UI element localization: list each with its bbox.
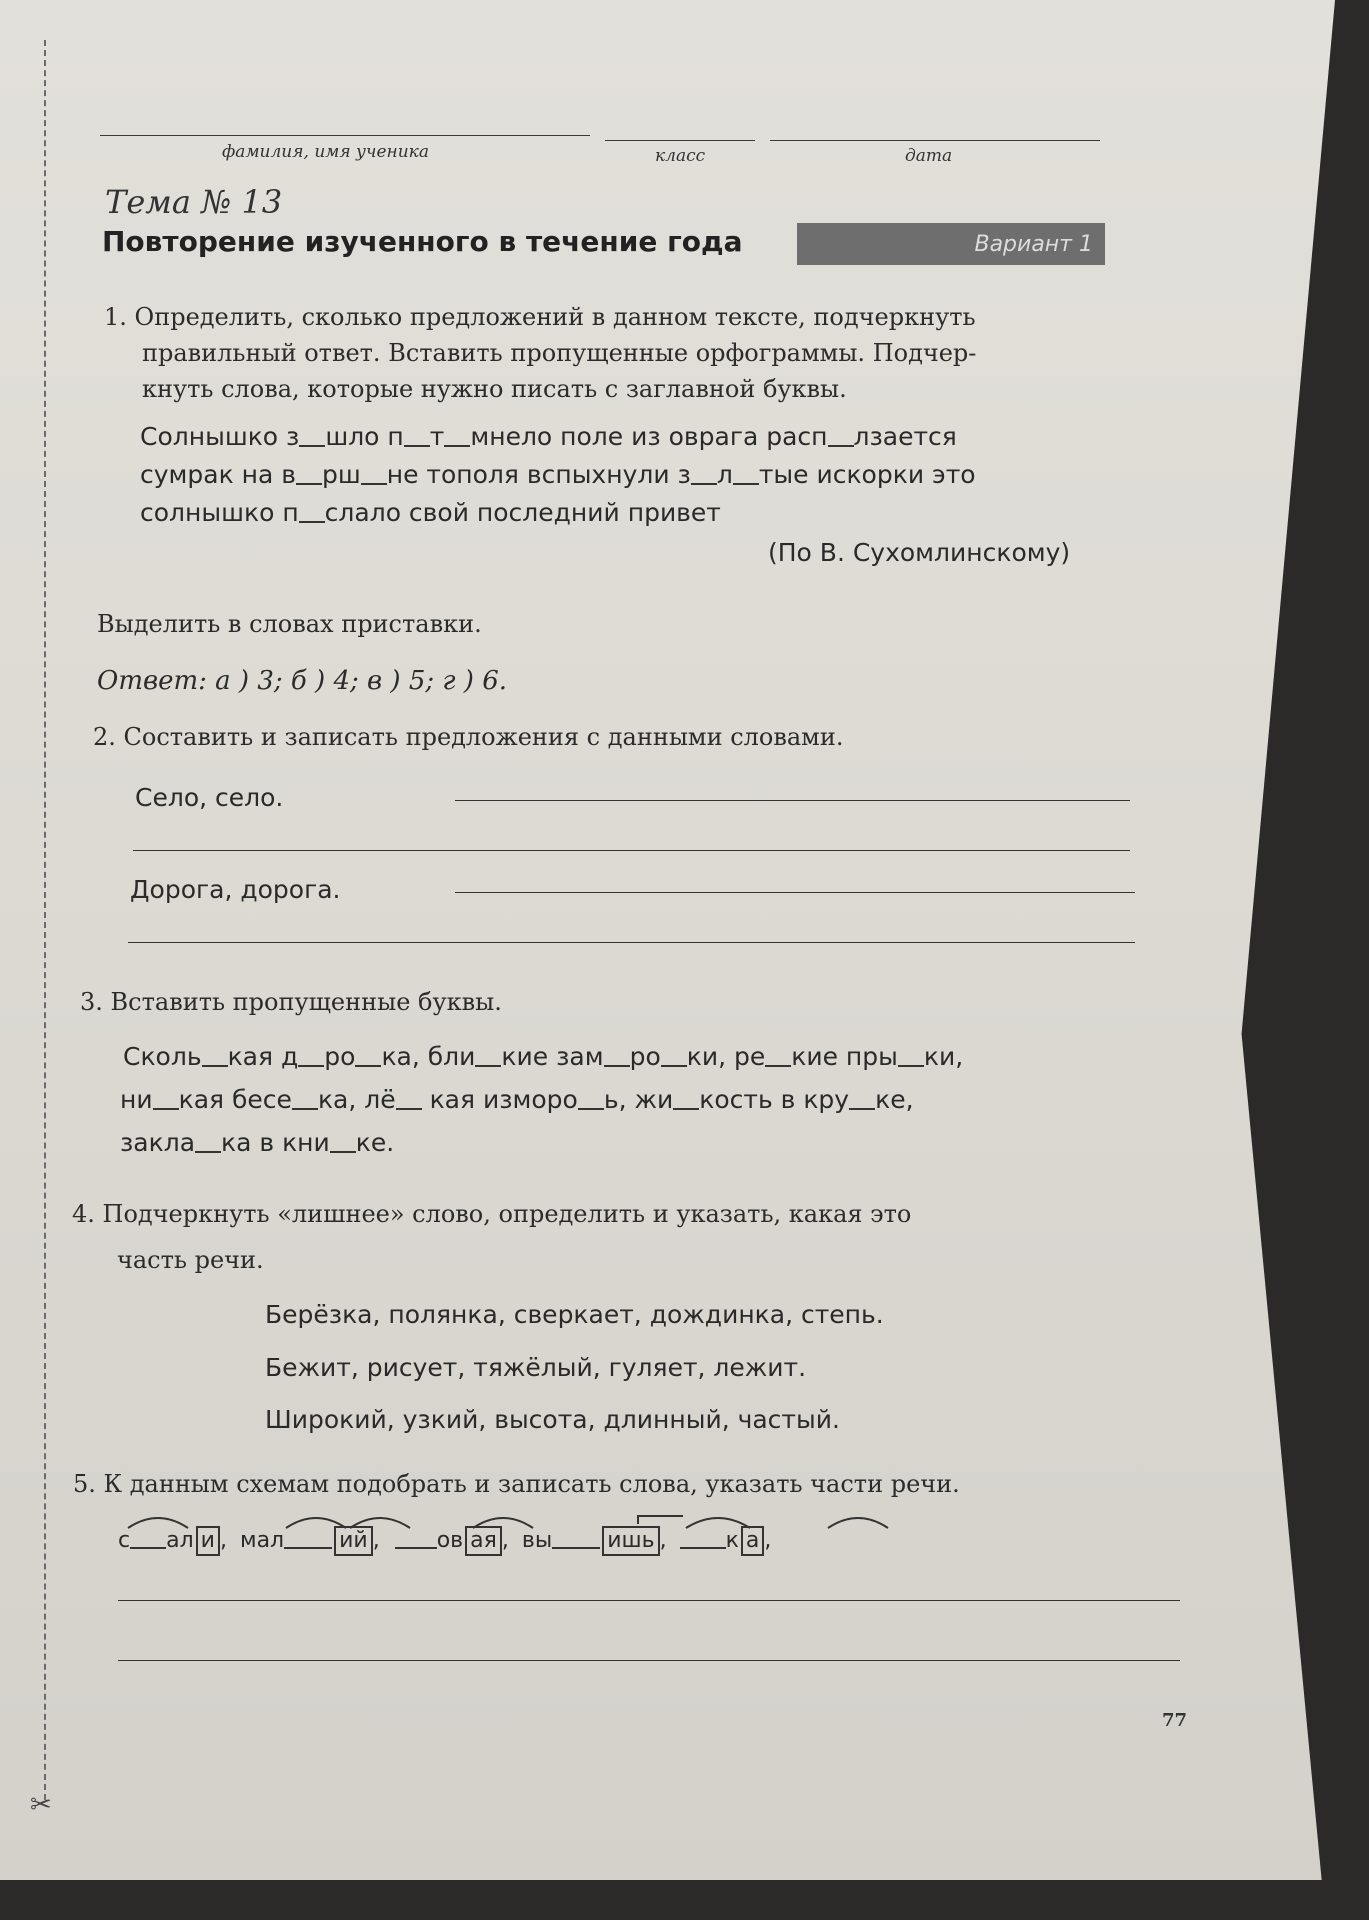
task4-row[interactable]: Широкий, узкий, высота, длинный, частый. — [265, 1405, 840, 1434]
morpheme-arcs — [118, 1506, 1078, 1536]
ending-box: ий — [334, 1526, 373, 1556]
scheme-item: с ал и , — [118, 1528, 227, 1553]
suffix-arc — [350, 1518, 410, 1528]
task4-prompt-line1: 4. Подчеркнуть «лишнее» слово, определить и указать, какая это — [72, 1200, 912, 1228]
task2-answer-line[interactable] — [133, 850, 1130, 851]
scheme-item: ов ая , — [395, 1528, 509, 1553]
blank[interactable] — [680, 1547, 726, 1549]
blank[interactable] — [661, 1065, 687, 1067]
date-label: дата — [905, 146, 953, 166]
task3-line1: Сколь кая д ро ка, бли кие зам ро ки, ре кие пры ки, — [123, 1042, 964, 1071]
blank[interactable] — [330, 1151, 356, 1153]
task5-answer-line[interactable] — [118, 1600, 1180, 1601]
root-arc — [473, 1518, 533, 1528]
blank[interactable] — [691, 483, 717, 485]
task2-prompt: 2. Составить и записать предложения с данными словами. — [93, 723, 844, 751]
page-number: 77 — [1162, 1710, 1188, 1731]
scheme-item: к а , — [680, 1528, 772, 1553]
student-name-label: фамилия, имя ученика — [222, 142, 429, 162]
variant-badge — [797, 223, 1105, 265]
prefix-mark — [638, 1516, 683, 1524]
variant-label: Вариант 1 — [974, 231, 1093, 257]
page-title: Повторение изученного в течение года — [102, 225, 743, 258]
blank[interactable] — [444, 445, 470, 447]
blank[interactable] — [298, 1065, 324, 1067]
blank[interactable] — [195, 1151, 221, 1153]
blank[interactable] — [733, 483, 759, 485]
blank[interactable] — [552, 1547, 600, 1549]
blank[interactable] — [355, 1065, 381, 1067]
blank[interactable] — [292, 1108, 318, 1110]
blank[interactable] — [361, 483, 387, 485]
task1-text-line3: солнышко п слало свой последний привет — [140, 498, 721, 527]
ending-box: ая — [465, 1526, 502, 1556]
task5-prompt: 5. К данным схемам подобрать и записать слова, указать части речи. — [73, 1470, 960, 1498]
root-arc — [286, 1518, 346, 1528]
blank[interactable] — [898, 1065, 924, 1067]
scheme-item: мал ий , — [240, 1528, 380, 1553]
task1-text-line2: сумрак на в рш не тополя вспыхнули з л тые искорки это — [140, 460, 976, 489]
task3-prompt: 3. Вставить пропущенные буквы. — [80, 988, 502, 1016]
blank[interactable] — [828, 445, 854, 447]
blank[interactable] — [404, 445, 430, 447]
task1-prompt-line2: правильный ответ. Вставить пропущенные орфограммы. Подчер- — [142, 339, 977, 367]
blank[interactable] — [202, 1065, 228, 1067]
class-label: класс — [655, 146, 706, 166]
class-line[interactable] — [605, 140, 755, 141]
blank[interactable] — [765, 1065, 791, 1067]
blank[interactable] — [673, 1108, 699, 1110]
blank[interactable] — [296, 483, 322, 485]
task3-line3: закла ка в кни ке. — [120, 1128, 395, 1157]
task1-text-line1: Солнышко з шло п т мнело поле из оврага расп лзается — [140, 422, 957, 451]
blank[interactable] — [395, 1547, 437, 1549]
root-arc — [828, 1518, 888, 1528]
task1-answer-options[interactable]: Ответ: а ) 3; б ) 4; в ) 5; г ) 6. — [97, 666, 508, 696]
task4-prompt-line2: часть речи. — [117, 1246, 264, 1274]
task1-prefix-instruction: Выделить в словах приставки. — [97, 610, 482, 638]
blank[interactable] — [153, 1108, 179, 1110]
task3-line2: ни кая бесе ка, лё кая изморо ь, жи кость в кру ке, — [120, 1085, 914, 1114]
task1-source: (По В. Сухомлинскому) — [768, 538, 1071, 567]
ending-box: и — [196, 1526, 220, 1556]
blank[interactable] — [475, 1065, 501, 1067]
blank[interactable] — [396, 1108, 422, 1110]
blank[interactable] — [578, 1108, 604, 1110]
ending-box: а — [741, 1526, 764, 1556]
task2-answer-line[interactable] — [455, 800, 1130, 801]
task2-word-pair2: Дорога, дорога. — [130, 875, 341, 904]
student-name-line[interactable] — [100, 135, 590, 136]
task2-answer-line[interactable] — [128, 942, 1135, 943]
task1-prompt-line1: 1. Определить, сколько предложений в данном тексте, подчеркнуть — [104, 303, 976, 331]
root-arc — [686, 1518, 750, 1528]
blank[interactable] — [299, 521, 325, 523]
blank[interactable] — [284, 1547, 332, 1549]
ending-box: ишь — [602, 1526, 659, 1556]
root-arc — [128, 1518, 188, 1528]
task2-word-pair1: Село, село. — [135, 783, 284, 812]
scheme-item: вы ишь , — [522, 1528, 667, 1553]
date-line[interactable] — [770, 140, 1100, 141]
task1-prompt-line3: кнуть слова, которые нужно писать с заглавной буквы. — [142, 375, 847, 403]
blank[interactable] — [299, 445, 325, 447]
blank[interactable] — [130, 1547, 166, 1549]
task5-answer-line[interactable] — [118, 1660, 1180, 1661]
blank[interactable] — [849, 1108, 875, 1110]
topic-number: Тема № 13 — [105, 183, 283, 221]
blank[interactable] — [604, 1065, 630, 1067]
task4-row[interactable]: Берёзка, полянка, сверкает, дождинка, степь. — [265, 1300, 884, 1329]
cut-arrow-icon: ✂ — [30, 1790, 52, 1820]
task4-row[interactable]: Бежит, рисует, тяжёлый, гуляет, лежит. — [265, 1353, 807, 1382]
cut-line — [44, 40, 46, 1800]
task2-answer-line[interactable] — [455, 892, 1135, 893]
